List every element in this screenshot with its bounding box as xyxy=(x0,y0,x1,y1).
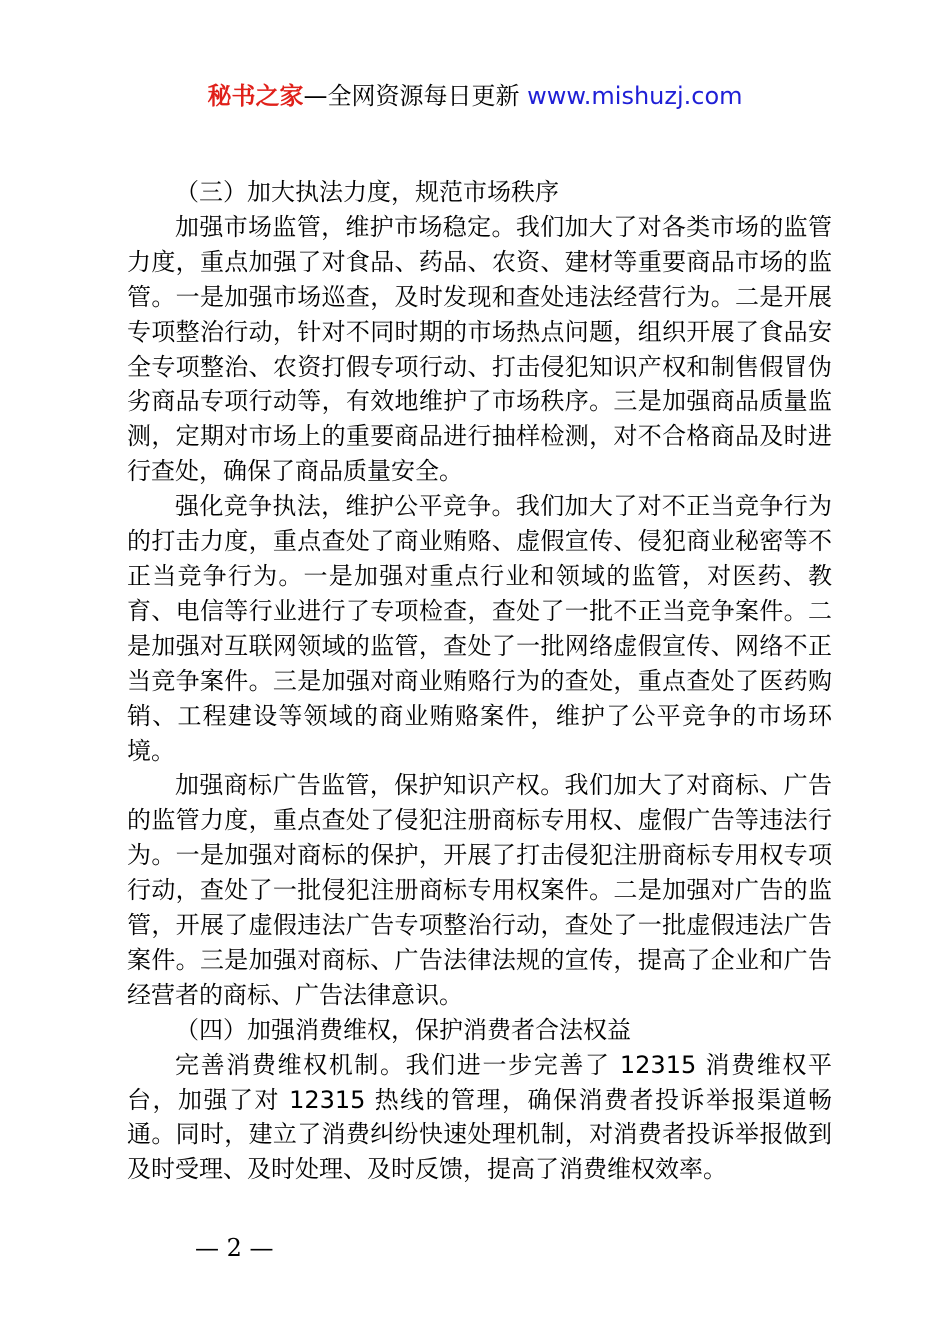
paragraph-consumer-rights: 完善消费维权机制。我们进一步完善了 12315 消费维权平台，加强了对 12315 热线的管理，确保消费者投诉举报渠道畅通。同时，建立了消费纠纷快速处理机制，对消费者投诉举报做到及时受理、及时处理、及时反馈，提高了消费维权效率。 xyxy=(127,1050,832,1184)
site-url-link[interactable]: www.mishuzj.com xyxy=(527,82,743,110)
section-heading-3: （三）加大执法力度，规范市场秩序 xyxy=(175,178,559,206)
site-header xyxy=(0,80,950,112)
paragraph-trademark-advertising: 加强商标广告监管，保护知识产权。我们加大了对商标、广告的监管力度，重点查处了侵犯注册商标专用权、虚假广告等违法行为。一是加强对商标的保护，开展了打击侵犯注册商标专用权专项行动，查处了一批侵犯注册商标专用权案件。二是加强对广告的监管，开展了虚假违法广告专项整治行动，查处了一批虚假违法广告案件。三是加强对商标、广告法律法规的宣传，提高了企业和广告经营者的商标、广告法律意识。 xyxy=(127,771,832,1009)
section-heading-4: （四）加强消费维权，保护消费者合法权益 xyxy=(175,1015,631,1044)
paragraph-market-supervision: 加强市场监管，维护市场稳定。我们加大了对各类市场的监管力度，重点加强了对食品、药品、农资、建材等重要商品市场的监管。一是加强市场巡查，及时发现和查处违法经营行为。二是开展专项整治行动，针对不同时期的市场热点问题，组织开展了食品安全专项整治、农资打假专项行动、打击侵犯知识产权和制售假冒伪劣商品专项行动等，有效地维护了市场秩序。三是加强商品质量监测，定期对市场上的重要商品进行抽样检测，对不合格商品及时进行查处，确保了商品质量安全。 xyxy=(127,212,832,486)
site-brand: 秘书之家 xyxy=(207,82,304,110)
document-body xyxy=(127,175,832,1187)
paragraph-competition-enforcement: 强化竞争执法，维护公平竞争。我们加大了对不正当竞争行为的打击力度，重点查处了商业贿赂、虚假宣传、侵犯商业秘密等不正当竞争行为。一是加强对重点行业和领域的监管，对医药、教育、电信等行业进行了专项检查，查处了一批不正当竞争案件。二是加强对互联网领域的监管，查处了一批网络虚假宣传、网络不正当竞争案件。三是加强对商业贿赂行为的查处，重点查处了医药购销、工程建设等领域的商业贿赂案件，维护了公平竞争的市场环境。 xyxy=(127,492,832,765)
page-number: — 2 — xyxy=(195,1234,274,1262)
site-slogan: —全网资源每日更新 xyxy=(303,82,528,110)
